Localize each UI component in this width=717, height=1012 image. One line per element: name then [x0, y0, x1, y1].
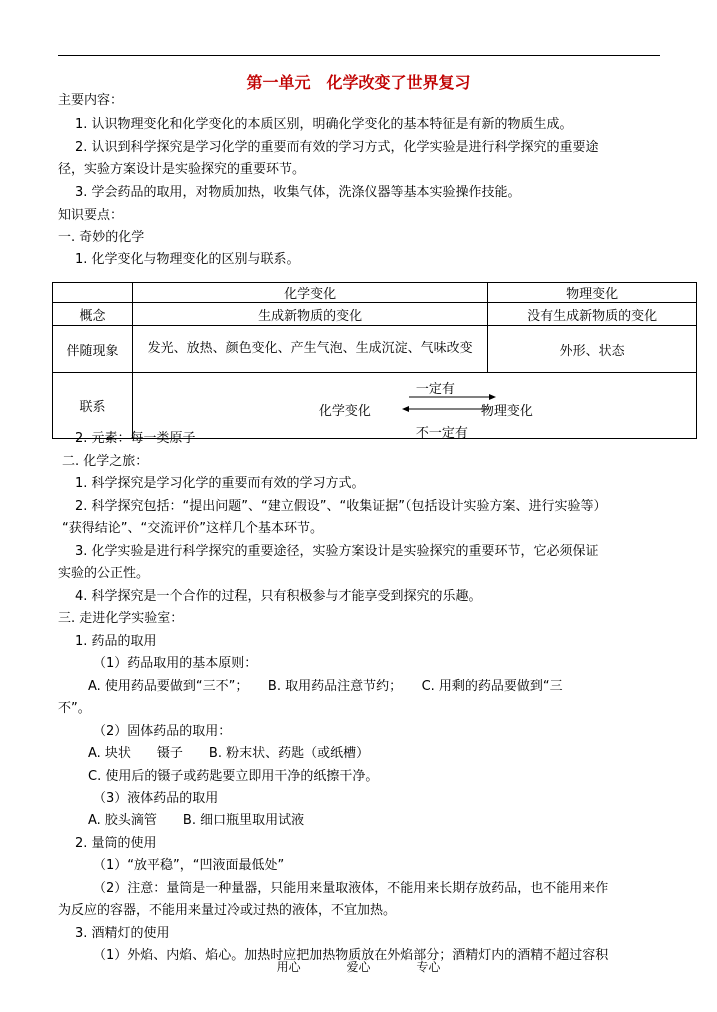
page-title: 第一单元 化学改变了世界复习 — [246, 73, 471, 92]
text-line: 实验的公正性。 — [58, 566, 150, 581]
table-cell: 联系 — [53, 373, 133, 439]
text-line: A. 使用药品要做到“三不”； B. 取用药品注意节约； C. 用剩的药品要做到“三 — [88, 679, 563, 694]
text-line: 二. 化学之旅： — [62, 454, 149, 469]
text-line: 3. 酒精灯的使用 — [75, 926, 170, 941]
text-line: （1）外焰、内焰、焰心。加热时应把加热物质放在外焰部分；酒精灯内的酒精不超过容积 — [93, 948, 609, 963]
text-line: 3. 化学实验是进行科学探究的重要途径，实验方案设计是实验探究的重要环节，它必须保证 — [75, 544, 599, 559]
table-cell: 发光、放热、颜色变化、产生气泡、生成沉淀、气味改变 — [132, 326, 487, 373]
table-cell: 生成新物质的变化 — [132, 303, 487, 326]
table-row — [53, 326, 697, 373]
text-line: 知识要点： — [58, 208, 124, 223]
text-line: 1. 科学探究是学习化学的重要而有效的学习方式。 — [75, 476, 365, 491]
text-line: （1）药品取用的基本原则： — [93, 656, 258, 671]
text-line: C. 使用后的镊子或药匙要立即用干净的纸擦干净。 — [88, 769, 379, 784]
relation-diagram — [133, 374, 696, 441]
page-footer — [0, 958, 717, 975]
text-line: 2. 认识到科学探究是学习化学的重要而有效的学习方式，化学实验是进行科学探究的重要途 — [75, 140, 599, 155]
text-line: 径，实验方案设计是实验探究的重要环节。 — [58, 162, 306, 177]
text-line: 2. 量筒的使用 — [75, 836, 157, 851]
table-cell: 概念 — [53, 303, 133, 326]
relation-bottom-label: 不一定有 — [415, 425, 468, 441]
text-line: A. 块状 镊子 B. 粉末状、药匙（或纸槽） — [88, 746, 370, 761]
table-row — [53, 303, 697, 326]
text-line: 一. 奇妙的化学 — [58, 230, 145, 245]
relation-left-label: 化学变化 — [318, 403, 371, 419]
text-line: 3. 学会药品的取用，对物质加热，收集气体，洗涤仪器等基本实验操作技能。 — [75, 185, 521, 200]
text-line: 4. 科学探究是一个合作的过程，只有积极参与才能享受到探究的乐趣。 — [75, 589, 482, 604]
table-header-empty — [53, 283, 133, 303]
text-line: 1. 化学变化与物理变化的区别与联系。 — [75, 252, 300, 267]
table-cell: 外形、状态 — [488, 326, 697, 373]
table-cell: 没有生成新物质的变化 — [488, 303, 697, 326]
table-header-chemical: 化学变化 — [132, 283, 487, 303]
table-header-physical: 物理变化 — [488, 283, 697, 303]
footer-item: 用心 — [276, 960, 301, 974]
table-row-relation — [53, 373, 697, 439]
footer-item: 爱心 — [346, 960, 371, 974]
text-line: 为反应的容器，不能用来量过冷或过热的液体，不宜加热。 — [58, 903, 397, 918]
text-line: （1）“放平稳”，“凹液面最低处” — [93, 858, 285, 873]
text-line: 2. 元素：每一类原子 — [75, 431, 196, 446]
text-line: A. 胶头滴管 B. 细口瓶里取用试液 — [88, 813, 305, 828]
text-line: 三. 走进化学实验室： — [58, 611, 184, 626]
text-line: （2）注意：量筒是一种量器，只能用来量取液体，不能用来长期存放药品，也不能用来作 — [93, 881, 609, 896]
text-line: “获得结论”、“交流评价”这样几个基本环节。 — [62, 521, 323, 536]
text-line: 1. 认识物理变化和化学变化的本质区别，明确化学变化的基本特征是有新的物质生成。 — [75, 117, 573, 132]
text-line: 2. 科学探究包括：“提出问题”、“建立假设”、“收集证据”（包括设计实验方案、进行实验等） — [75, 499, 607, 514]
relation-diagram-cell — [132, 373, 696, 439]
table-cell: 伴随现象 — [53, 326, 133, 373]
text-line: 主要内容： — [58, 93, 124, 108]
relation-right-label: 物理变化 — [480, 403, 533, 419]
comparison-table — [52, 282, 697, 439]
text-line: 不”。 — [58, 701, 91, 716]
text-line: （2）固体药品的取用： — [93, 724, 232, 739]
text-line: 1. 药品的取用 — [75, 634, 157, 649]
top-rule — [58, 55, 660, 56]
table-header-row — [53, 283, 697, 303]
relation-arrows-icon — [399, 392, 499, 416]
relation-top-label: 一定有 — [415, 381, 455, 397]
text-line: （3）液体药品的取用 — [93, 791, 219, 806]
footer-item: 专心 — [416, 960, 441, 974]
